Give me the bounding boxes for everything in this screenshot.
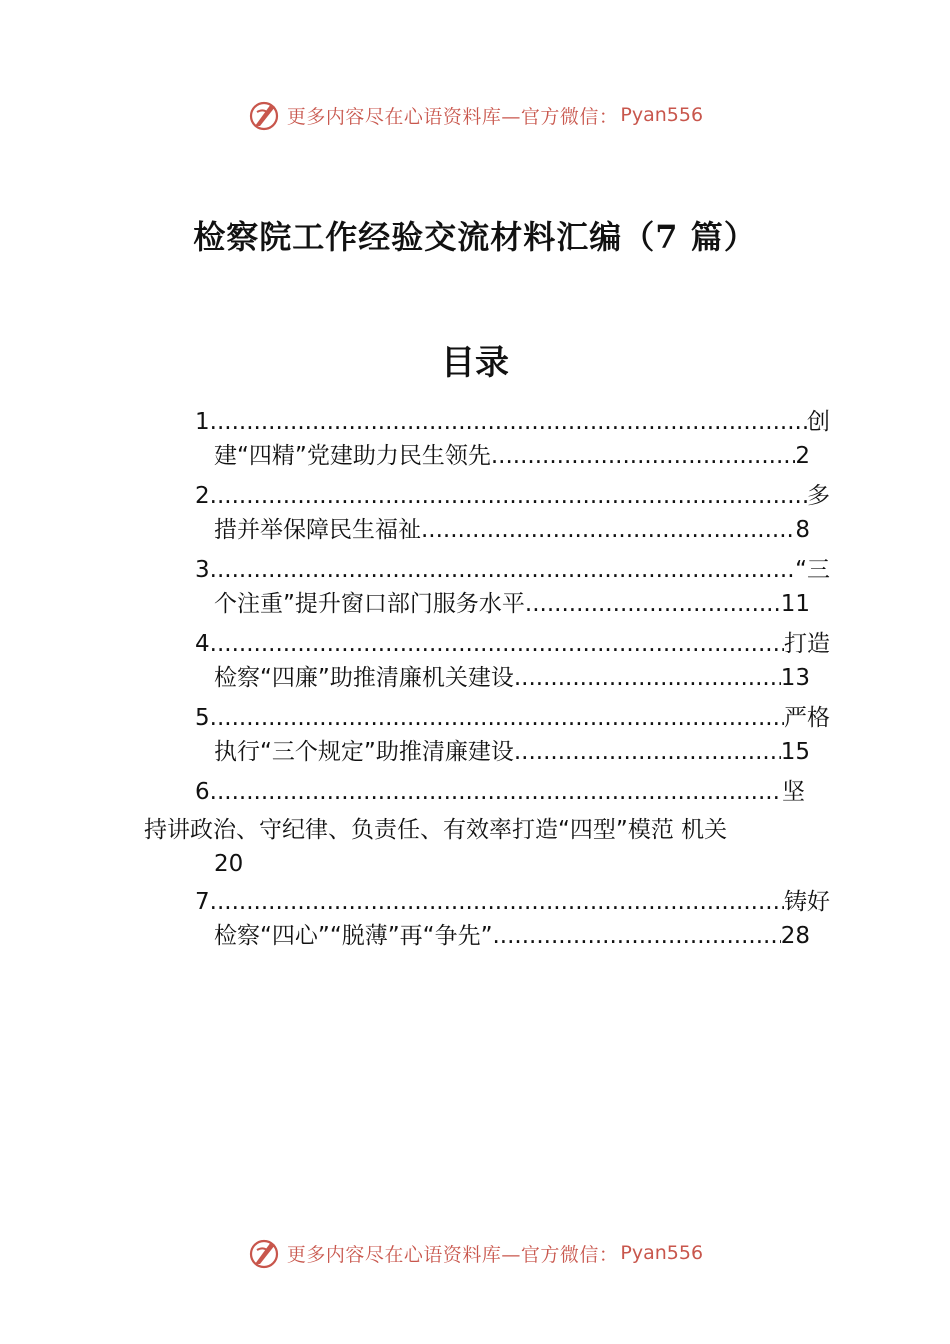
toc-entry-4-line1[interactable] [195,628,830,660]
toc-entry-number: 4 [195,631,210,657]
toc-entry-7-line2[interactable] [214,920,810,952]
toc-entry-head: “三 [795,557,830,583]
dot-leader [514,736,781,768]
quill-logo-icon [247,98,281,132]
toc-entry-head: 创 [807,409,830,435]
banner-text: 更多内容尽在心语资料库—官方微信： [286,1243,619,1266]
dot-leader [210,776,782,808]
toc-entry-5-line2[interactable] [214,736,810,768]
toc-entry-6-line1[interactable] [195,776,805,808]
dot-leader [210,480,807,512]
toc-entry-page: 15 [780,739,810,765]
header-banner [0,95,950,135]
toc-entry-page: 20 [214,851,244,877]
toc-entry-page: 13 [780,665,810,691]
toc-entry-title: 检察“四廉”助推清廉机关建设 [214,665,514,691]
toc-entry-2-line2[interactable] [214,514,810,546]
toc-entry-1-line2[interactable] [214,440,810,472]
document-title: 检察院工作经验交流材料汇编（7 篇） [193,218,757,256]
toc-entry-head: 铸好 [784,889,830,915]
footer-banner [0,1233,950,1273]
dot-leader [493,920,781,952]
banner-wechat-id: Pyan556 [620,1242,704,1264]
toc-entry-head: 坚 [782,779,805,805]
toc-heading: 目录 [441,343,509,383]
toc-entry-page: 28 [780,923,810,949]
toc-entry-number: 1 [195,409,210,435]
toc-entry-page: 8 [795,517,810,543]
toc-entry-7-line1[interactable] [195,886,830,918]
toc-entry-5-line1[interactable] [195,702,830,734]
toc-entry-title: 执行“三个规定”助推清廉建设 [214,739,514,765]
dot-leader [210,628,784,660]
toc-entry-title: 持讲政治、守纪律、负责任、有效率打造“四型”模范 机关 [144,817,728,843]
toc-entry-number: 7 [195,889,210,915]
toc-entry-head: 打造 [784,631,830,657]
toc-entry-title: 建“四精”党建助力民生领先 [214,443,491,469]
toc-entry-4-line2[interactable] [214,662,810,694]
toc-entry-6-line2[interactable] [144,814,727,846]
dot-leader [421,514,795,546]
toc-entry-3-line2[interactable] [214,588,810,620]
dot-leader [491,440,796,472]
dot-leader [514,662,781,694]
quill-logo-icon [247,1236,281,1270]
toc-entry-head: 多 [807,483,830,509]
toc-entry-1-line1[interactable] [195,406,830,438]
toc-entry-head: 严格 [784,705,830,731]
toc-entry-number: 6 [195,779,210,805]
toc-entry-title: 措并举保障民生福祉 [214,517,421,543]
banner-wechat-id: Pyan556 [620,104,704,126]
toc-entry-title: 检察“四心”“脱薄”再“争先” [214,923,493,949]
toc-entry-3-line1[interactable] [195,554,830,586]
dot-leader [210,702,784,734]
toc-entry-number: 5 [195,705,210,731]
dot-leader [210,554,795,586]
toc-entry-page: 2 [795,443,810,469]
toc-entry-number: 3 [195,557,210,583]
dot-leader [210,886,784,918]
dot-leader [210,406,807,438]
dot-leader [525,588,781,620]
toc-entry-number: 2 [195,483,210,509]
banner-text: 更多内容尽在心语资料库—官方微信： [286,105,619,128]
toc-entry-6-line3[interactable] [214,848,243,880]
toc-entry-2-line1[interactable] [195,480,830,512]
toc-entry-title: 个注重”提升窗口部门服务水平 [214,591,525,617]
toc-entry-page: 11 [780,591,810,617]
